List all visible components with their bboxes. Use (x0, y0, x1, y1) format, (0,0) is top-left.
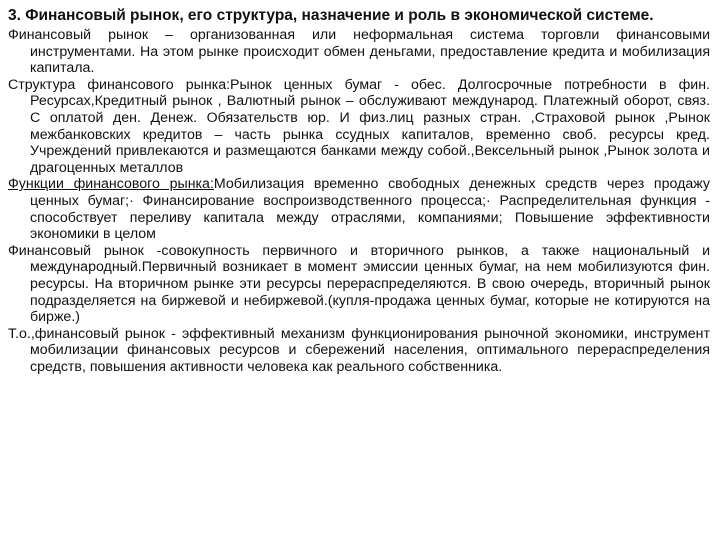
paragraph-conclusion: Т.о.,финансовый рынок - эффективный механизм функционирования рыночной экономики, инструмент мобилизации финансовых ресурсов и сбережений населения, оптимального перераспределения средств, повышения активности человека как реального собственника. (8, 325, 710, 375)
document-title: 3. Финансовый рынок, его структура, назначение и роль в экономической системе. (8, 7, 654, 24)
functions-label: Функции финансового рынка: (8, 176, 214, 193)
paragraph-primary-secondary: Финансовый рынок -совокупность первичного и вторичного рынков, а также национальный и международный.Первичный возникает в момент эмиссии ценных бумаг, на нем мобилизуются фин. ресурсы. На вторичном рынке эти ресурсы перераспределяются. В свою очередь, вторичный рынок подразделяется на биржевой и небиржевой.(купля-продажа ценных бумаг, которые не котируются на бирже.) (8, 242, 710, 326)
functions-text: Мобилизация временно свободных денежных средств через продажу ценных бумаг;· Финансирование воспроизводственного процесса;· Распределительная функция - способствует переливу капитала между отраслями, компаниями; Повышение эффективности экономики в целом (30, 176, 710, 243)
paragraph-structure: Структура финансового рынка:Рынок ценных бумаг - обес. Долгосрочные потребности в фин. Ресурсах,Кредитный рынок , Валютный рынок – обслуживают международ. Платежный оборот, связ. С оплатой ден. Денеж. Обязательств юр. И физ.лиц разных стран. ,Страховой рынок ,Рынок межбанковских кредитов – часть рынка ссудных капиталов, временно своб. ресурсы кред. Учреждений привлекаются и размещаются банками между собой.,Вексельный рынок ,Рынок золота и драгоценных металлов (8, 76, 710, 176)
paragraph-definition: Финансовый рынок – организованная или неформальная система торговли финансовыми инструментами. На этом рынке происходит обмен деньгами, предоставление кредита и мобилизация капитала. (8, 27, 710, 77)
paragraph-functions (8, 176, 710, 242)
